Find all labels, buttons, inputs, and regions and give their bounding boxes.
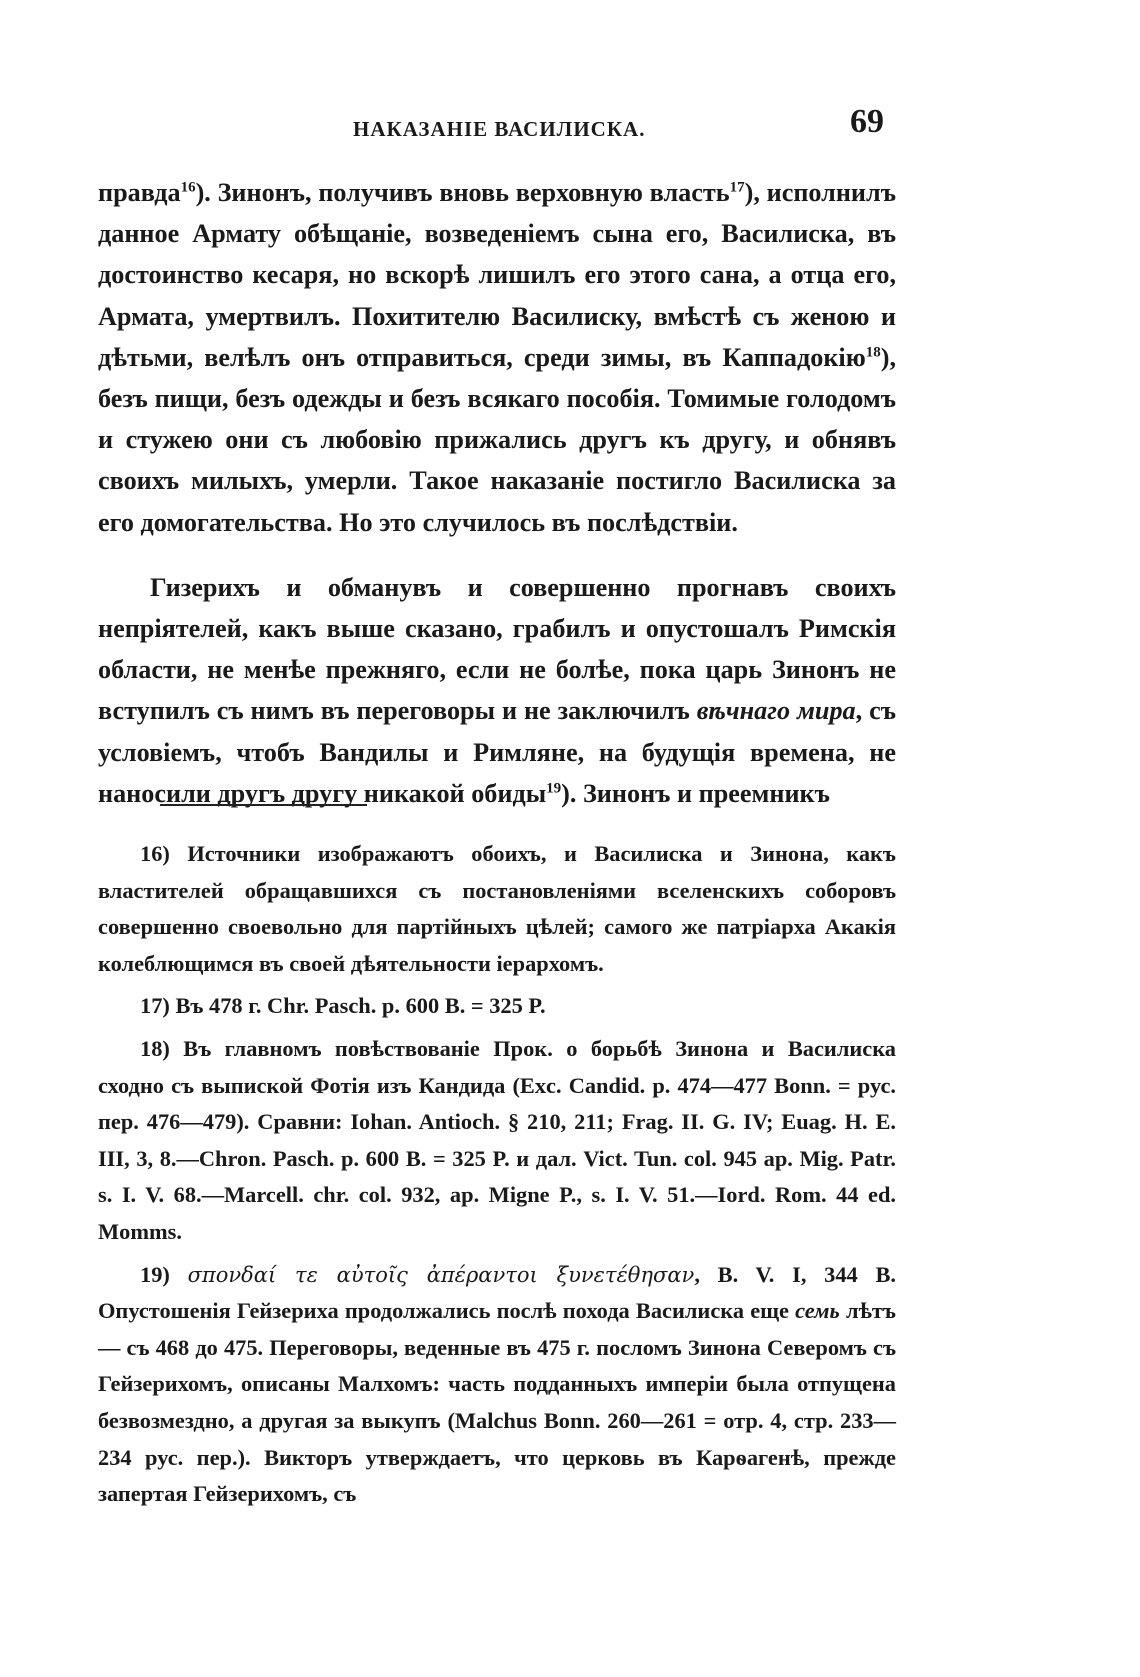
footnote-16: 16) Источники изображаютъ обоихъ, и Василиска и Зинона, какъ властителей обращавшихся съ постановленіями вселенскихъ соборовъ совершенно своевольно для партійныхъ цѣлей; самого же патріарха Акакія колеблющимся въ своей дѣятельности іерархомъ.	[98, 841, 896, 976]
page-number: 69	[850, 103, 884, 140]
footnotes	[98, 836, 896, 1519]
text-run: , B. V. I, 344 B. Опустошенія Гейзериха продолжались послѣ похода Василиска еще	[98, 1261, 896, 1324]
footnote-ref-16: 16	[180, 179, 196, 196]
running-title: НАКАЗАНІЕ ВАСИЛИСКА.	[353, 117, 646, 141]
greek-quote: σπονδαί τε αὐτοῖς ἀπέραντοι ξυνετέθησαν	[187, 1262, 695, 1287]
footnote-ref-18: 18	[865, 344, 881, 361]
footnote-17: 17) Въ 478 г. Chr. Pasch. p. 600 B. = 325 P.	[140, 993, 546, 1019]
text-run: , съ условіемъ, чтобъ Вандилы и Римляне, на будущія времена, не наносили другъ другу никакой обиды	[98, 696, 897, 808]
text-run: ). Зинонъ, получивъ вновь верховную власть	[195, 178, 730, 207]
main-text	[98, 172, 896, 814]
text-run: лѣтъ — съ 468 до 475. Переговоры, веденные въ 475 г. посломъ Зинона Северомъ съ Гейзерихомъ, описаны Малхомъ: часть подданныхъ имперіи была отпущена безвозмездно, а другая за выкупъ (Malchus Bonn. 260—261 = отр. 4, стр. 233—234 рус. пер.). Викторъ утверждаетъ, что церковь въ Карѳагенѣ, прежде запертая Гейзерихомъ, съ	[98, 1298, 896, 1507]
paragraph	[98, 567, 896, 814]
text-run: ), безъ пищи, безъ одежды и безъ всякаго пособія. Томимые голодомъ и стужею они съ любовію прижались другъ къ другу, и обнявъ своихъ милыхъ, умерли. Такое наказаніе постигло Василиска за его домогательства. Но это случилось въ послѣдствіи.	[98, 342, 896, 537]
footnote-18: 18) Въ главномъ повѣствованіе Прок. о борьбѣ Зинона и Василиска сходно съ выпиской Фотія изъ Кандида (Exc. Candid. p. 474—477 Bonn. = рус. пер. 476—479). Сравни: Iohan. Antioch. § 210, 211; Frag. II. G. IV; Euag. H. E. III, 3, 8.—Chron. Pasch. p. 600 B. = 325 P. и дал. Vict. Tun. col. 945 ap. Mig. Patr. s. I. V. 68.—Marcell. chr. col. 932, ap. Migne P., s. I. V. 51.—Iord. Rom. 44 ed. Momms.	[98, 1035, 896, 1244]
footnote-ref-19: 19	[546, 780, 562, 797]
emphasis: вѣчнаго мира	[696, 696, 856, 726]
footnote-19	[98, 1257, 896, 1513]
footnote-rule	[160, 804, 367, 806]
footnote-ref-17: 17	[729, 179, 745, 196]
emphasis: семь	[795, 1298, 840, 1324]
text-run: правда	[98, 178, 181, 207]
text-run: ). Зинонъ и преемникъ	[561, 778, 830, 808]
text-run: ), исполнилъ данное Армату обѣщаніе, возведеніемъ сына его, Василиска, въ достоинство кесаря, но вскорѣ лишилъ его этого сана, а отца его, Армата, умертвилъ. Похитителю Василиску, вмѣстѣ съ женою и дѣтьми, велѣлъ онъ отправиться, среди зимы, въ Каппадокію	[98, 178, 896, 372]
paragraph	[98, 172, 896, 543]
text-run: Гизерихъ и обманувъ и совершенно прогнавъ своихъ непріятелей, какъ выше сказано, грабилъ и опустошалъ Римскія области, не менѣе прежняго, если не болѣе, пока царь Зинонъ не вступилъ съ нимъ въ переговоры и не заключилъ	[98, 572, 896, 726]
footnote-number: 19)	[140, 1261, 188, 1287]
page-header	[98, 103, 898, 147]
